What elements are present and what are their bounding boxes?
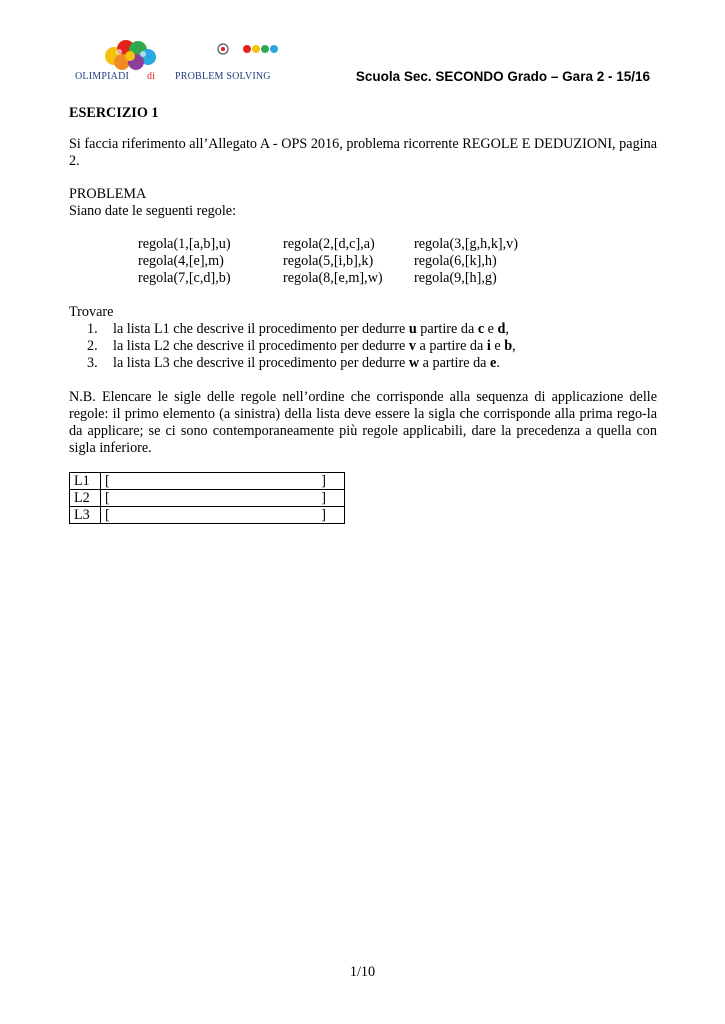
target-symbol: u xyxy=(408,321,417,337)
answer-field-l2[interactable]: [ ] xyxy=(101,490,345,507)
source-symbol: d xyxy=(497,321,506,337)
questions-list xyxy=(69,321,669,372)
answer-field-l1[interactable]: [ ] xyxy=(101,473,345,490)
answer-row xyxy=(70,507,345,524)
logo-word-problem-solving: PROBLEM SOLVING xyxy=(175,71,271,82)
source-symbol: b xyxy=(504,338,513,354)
question-number: 3. xyxy=(87,355,98,371)
answer-label: L2 xyxy=(70,490,101,507)
question-item: 2. la lista L2 che descrive il procedimento per dedurre v a partire da i e b, xyxy=(87,338,516,354)
rules-grid xyxy=(138,236,518,287)
rule-cell: regola(6,[k],h) xyxy=(414,253,497,269)
problem-label: PROBLEMA xyxy=(69,186,147,202)
page-number: 1/10 xyxy=(349,964,376,980)
source-symbol: e xyxy=(490,355,497,371)
question-item: 3. la lista L3 che descrive il procedimento per dedurre w a partire da e. xyxy=(87,355,500,371)
page-header-title: Scuola Sec. SECONDO Grado – Gara 2 - 15/16 xyxy=(355,69,650,84)
answer-label: L3 xyxy=(70,507,101,524)
target-symbol: w xyxy=(408,355,420,371)
rule-cell: regola(8,[e,m],w) xyxy=(283,270,383,286)
rule-cell: regola(1,[a,b],u) xyxy=(138,236,231,252)
answer-label: L1 xyxy=(70,473,101,490)
exercise-heading: ESERCIZIO 1 xyxy=(69,105,159,121)
answer-table xyxy=(69,472,345,524)
ministry-emblem-icon xyxy=(216,42,280,56)
source-symbol: c xyxy=(477,321,485,337)
find-label: Trovare xyxy=(69,304,114,320)
source-symbol: i xyxy=(486,338,491,354)
logo-word-olimpiadi: OLIMPIADI xyxy=(75,71,130,82)
target-symbol: v xyxy=(408,338,416,354)
rule-cell: regola(7,[c,d],b) xyxy=(138,270,231,286)
rule-cell: regola(9,[h],g) xyxy=(414,270,497,286)
rule-cell: regola(5,[i,b],k) xyxy=(283,253,374,269)
given-rules-text: Siano date le seguenti regole: xyxy=(69,203,237,219)
answer-field-l3[interactable]: [ ] xyxy=(101,507,345,524)
intro-paragraph: Si faccia riferimento all’Allegato A - OPS 2016, problema ricorrente REGOLE E DEDUZIONI, pagina 2. xyxy=(69,136,657,169)
question-number: 2. xyxy=(87,338,98,354)
answer-row xyxy=(70,490,345,507)
brain-logo-icon xyxy=(100,38,162,72)
rule-cell: regola(2,[d,c],a) xyxy=(283,236,375,252)
rule-cell: regola(4,[e],m) xyxy=(138,253,224,269)
answer-row xyxy=(70,473,345,490)
note-paragraph: N.B. Elencare le sigle delle regole nell’ordine che corrisponde alla sequenza di applicazione delle regole: il primo elemento (a sinistra) della lista deve essere la sigla che corrisponde alla prima rego-la da applicare; se ci sono contemporaneamente più regole applicabili, dare la precedenza a quella con sigla inferiore. xyxy=(69,389,657,456)
question-number: 1. xyxy=(87,321,98,337)
rule-cell: regola(3,[g,h,k],v) xyxy=(414,236,519,252)
logo-word-di: di xyxy=(147,71,156,82)
question-item: 1. la lista L1 che descrive il procedimento per dedurre u partire da c e d, xyxy=(87,321,509,337)
